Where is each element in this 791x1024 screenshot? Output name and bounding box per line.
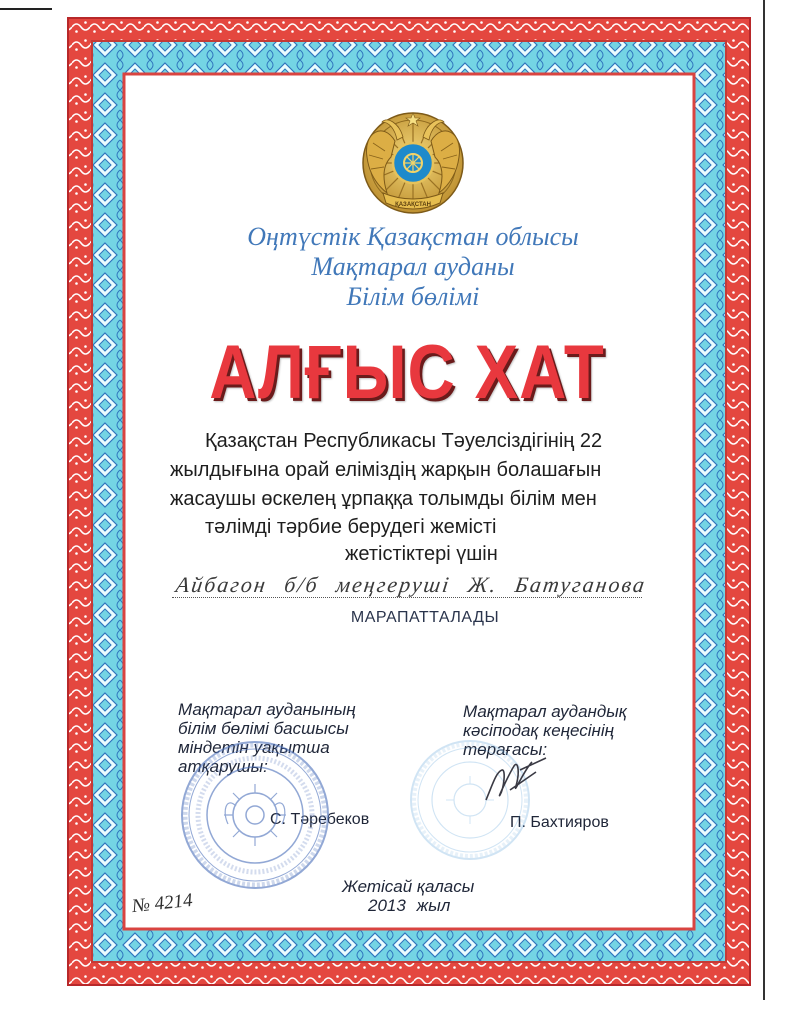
issue-city: Жетісай қаласы <box>342 877 475 896</box>
title-container <box>107 330 707 415</box>
certificate-title: АЛҒЫС ХАТ <box>209 330 605 415</box>
department-heading: Білім бөлімі <box>346 282 480 311</box>
recipient-handwritten: Айбагон б/б меңгеруші Ж. Батуганова <box>174 572 648 597</box>
body-line-1: Қазақстан Республикасы Тәуелсіздігінің 22 <box>205 430 603 452</box>
district-heading: Мақтарал ауданы <box>311 252 515 281</box>
emblem-banner-text: ҚАЗАҚСТАН <box>395 202 431 208</box>
left-signatory-name: С. Тәребеков <box>270 811 370 828</box>
left-position-line: міндетін уақытша <box>178 738 330 757</box>
right-round-stamp <box>411 741 529 859</box>
left-round-stamp <box>182 742 328 888</box>
issue-year: 2013 жыл <box>368 896 451 915</box>
body-line-4: тәлімді тәрбие берудегі жемісті <box>205 516 497 538</box>
registration-number: № 4214 <box>131 889 194 918</box>
emblem-shanyrak-spokes <box>404 154 422 172</box>
right-position-line: төрағасы: <box>463 740 548 759</box>
body-line-5: жетістіктері үшін <box>345 543 498 565</box>
left-position-line: Мақтарал ауданының <box>178 700 356 719</box>
left-position-line: атқарушы: <box>178 757 268 776</box>
right-position-line: кәсіподақ кеңесінің <box>463 721 615 740</box>
right-signature <box>486 758 546 800</box>
region-heading: Оңтүстік Қазақстан облысы <box>247 222 579 251</box>
awarded-label: МАРАПАТТАЛАДЫ <box>350 609 500 626</box>
stamps-and-signature <box>170 730 560 900</box>
left-position-line: білім бөлімі басшысы <box>178 719 349 738</box>
right-signatory-name: П. Бахтияров <box>510 814 609 831</box>
right-position-line: Мақтарал аудандық <box>463 702 627 721</box>
body-line-2: жылдығына орай еліміздің жарқын болашағын <box>170 459 602 481</box>
kazakhstan-emblem-icon <box>358 108 468 218</box>
body-line-3: жасаушы өскелең ұрпаққа толымды білім мен <box>170 488 597 510</box>
